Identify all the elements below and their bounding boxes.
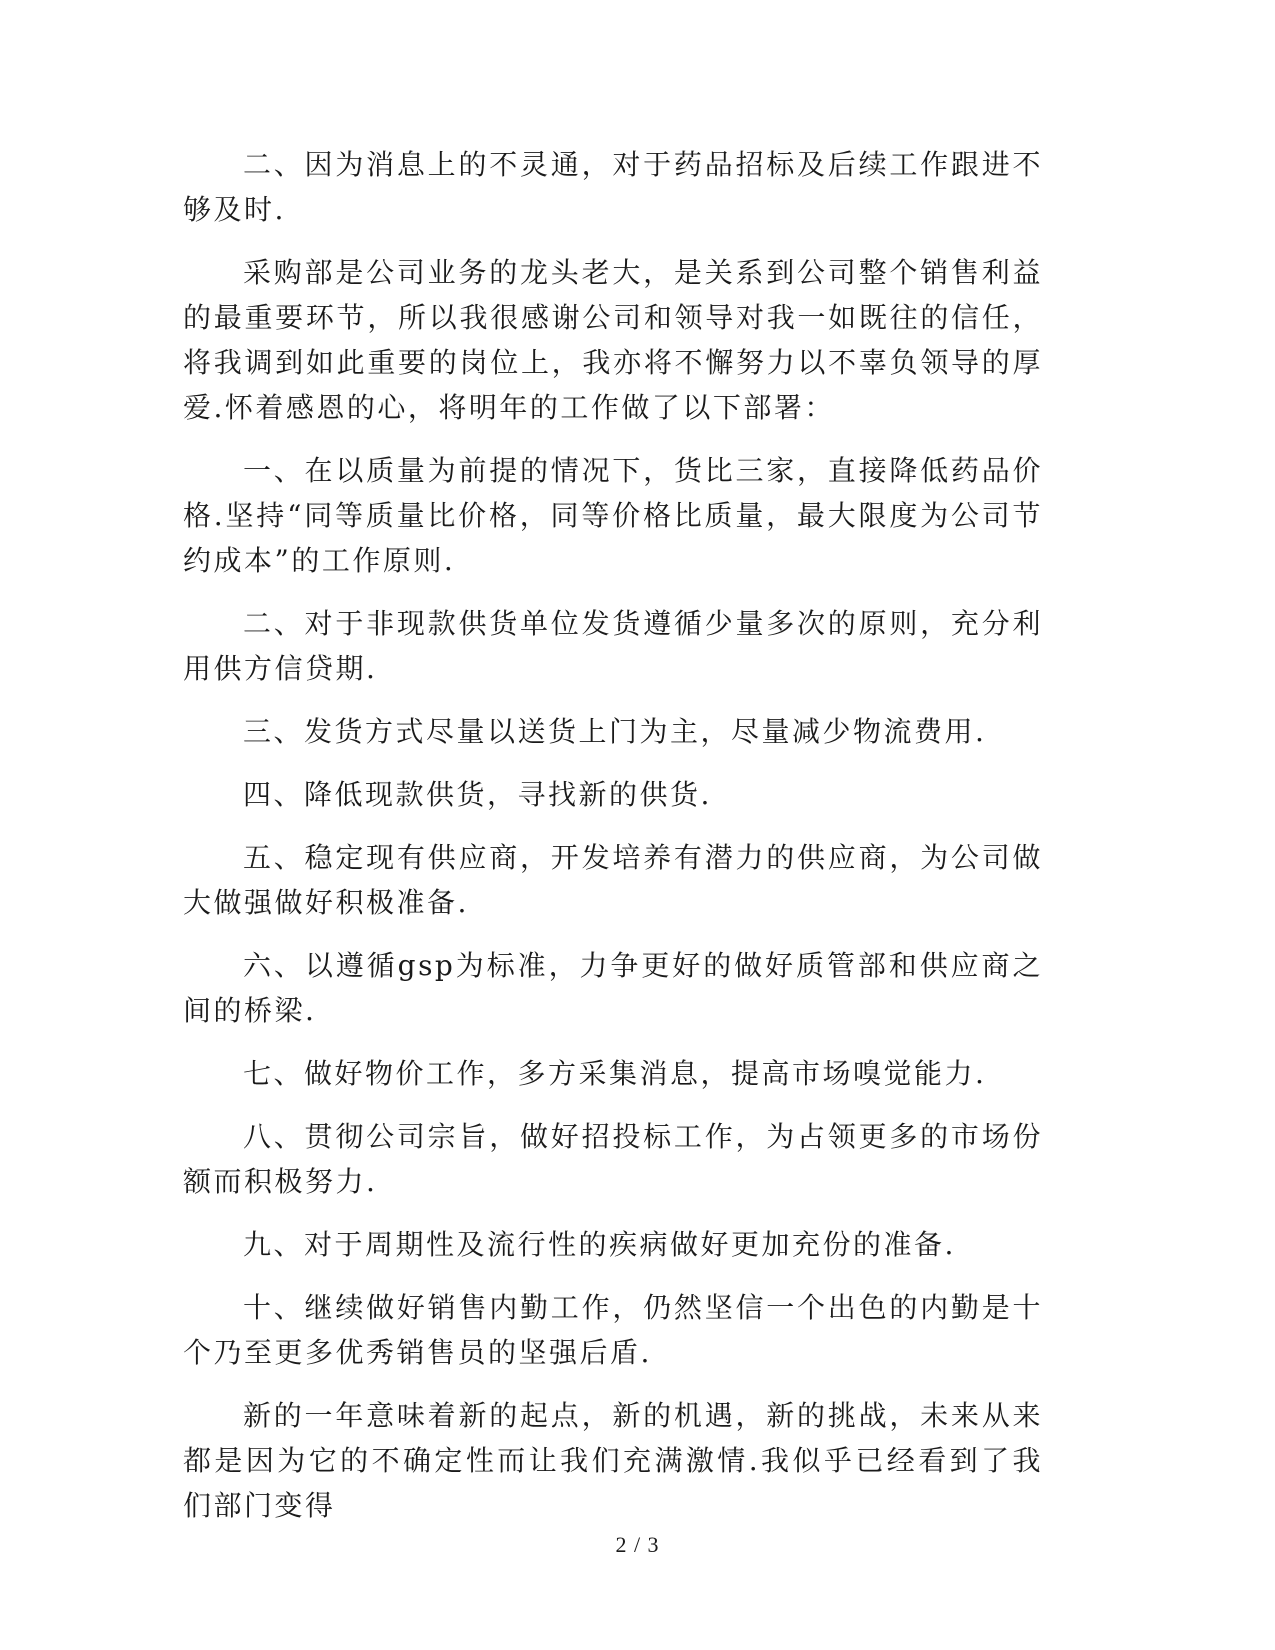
paragraph: 二、对于非现款供货单位发货遵循少量多次的原则，充分利用供方信贷期.: [183, 607, 1043, 685]
paragraph: 新的一年意味着新的起点，新的机遇，新的挑战，未来从来都是因为它的不确定性而让我们充满激情.我似乎已经看到了我们部门变得: [183, 1399, 1043, 1522]
paragraph: 五、稳定现有供应商，开发培养有潜力的供应商，为公司做大做强做好积极准备.: [183, 841, 1043, 919]
paragraph: 二、因为消息上的不灵通，对于药品招标及后续工作跟进不够及时.: [183, 148, 1043, 226]
page-number: 2 / 3: [615, 1532, 660, 1557]
paragraph: 四、降低现款供货，寻找新的供货.: [243, 778, 712, 811]
paragraph: 十、继续做好销售内勤工作，仍然坚信一个出色的内勤是十个乃至更多优秀销售员的坚强后盾.: [183, 1291, 1043, 1369]
paragraph: 九、对于周期性及流行性的疾病做好更加充份的准备.: [243, 1228, 956, 1261]
paragraph: 三、发货方式尽量以送货上门为主，尽量减少物流费用.: [243, 715, 987, 748]
document-body: [183, 142, 1043, 1546]
paragraph: 七、做好物价工作，多方采集消息，提高市场嗅觉能力.: [243, 1057, 987, 1090]
paragraph: 六、以遵循gsp为标准，力争更好的做好质管部和供应商之间的桥梁.: [183, 949, 1043, 1027]
paragraph: 采购部是公司业务的龙头老大，是关系到公司整个销售利益的最重要环节，所以我很感谢公司和领导对我一如既往的信任，将我调到如此重要的岗位上，我亦将不懈努力以不辜负领导的厚爱.怀着感恩的心，将明年的工作做了以下部署：: [183, 256, 1043, 424]
paragraph: 一、在以质量为前提的情况下，货比三家，直接降低药品价格.坚持“同等质量比价格，同等价格比质量，最大限度为公司节约成本”的工作原则.: [183, 454, 1043, 577]
paragraph: 八、贯彻公司宗旨，做好招投标工作，为占领更多的市场份额而积极努力.: [183, 1120, 1043, 1198]
